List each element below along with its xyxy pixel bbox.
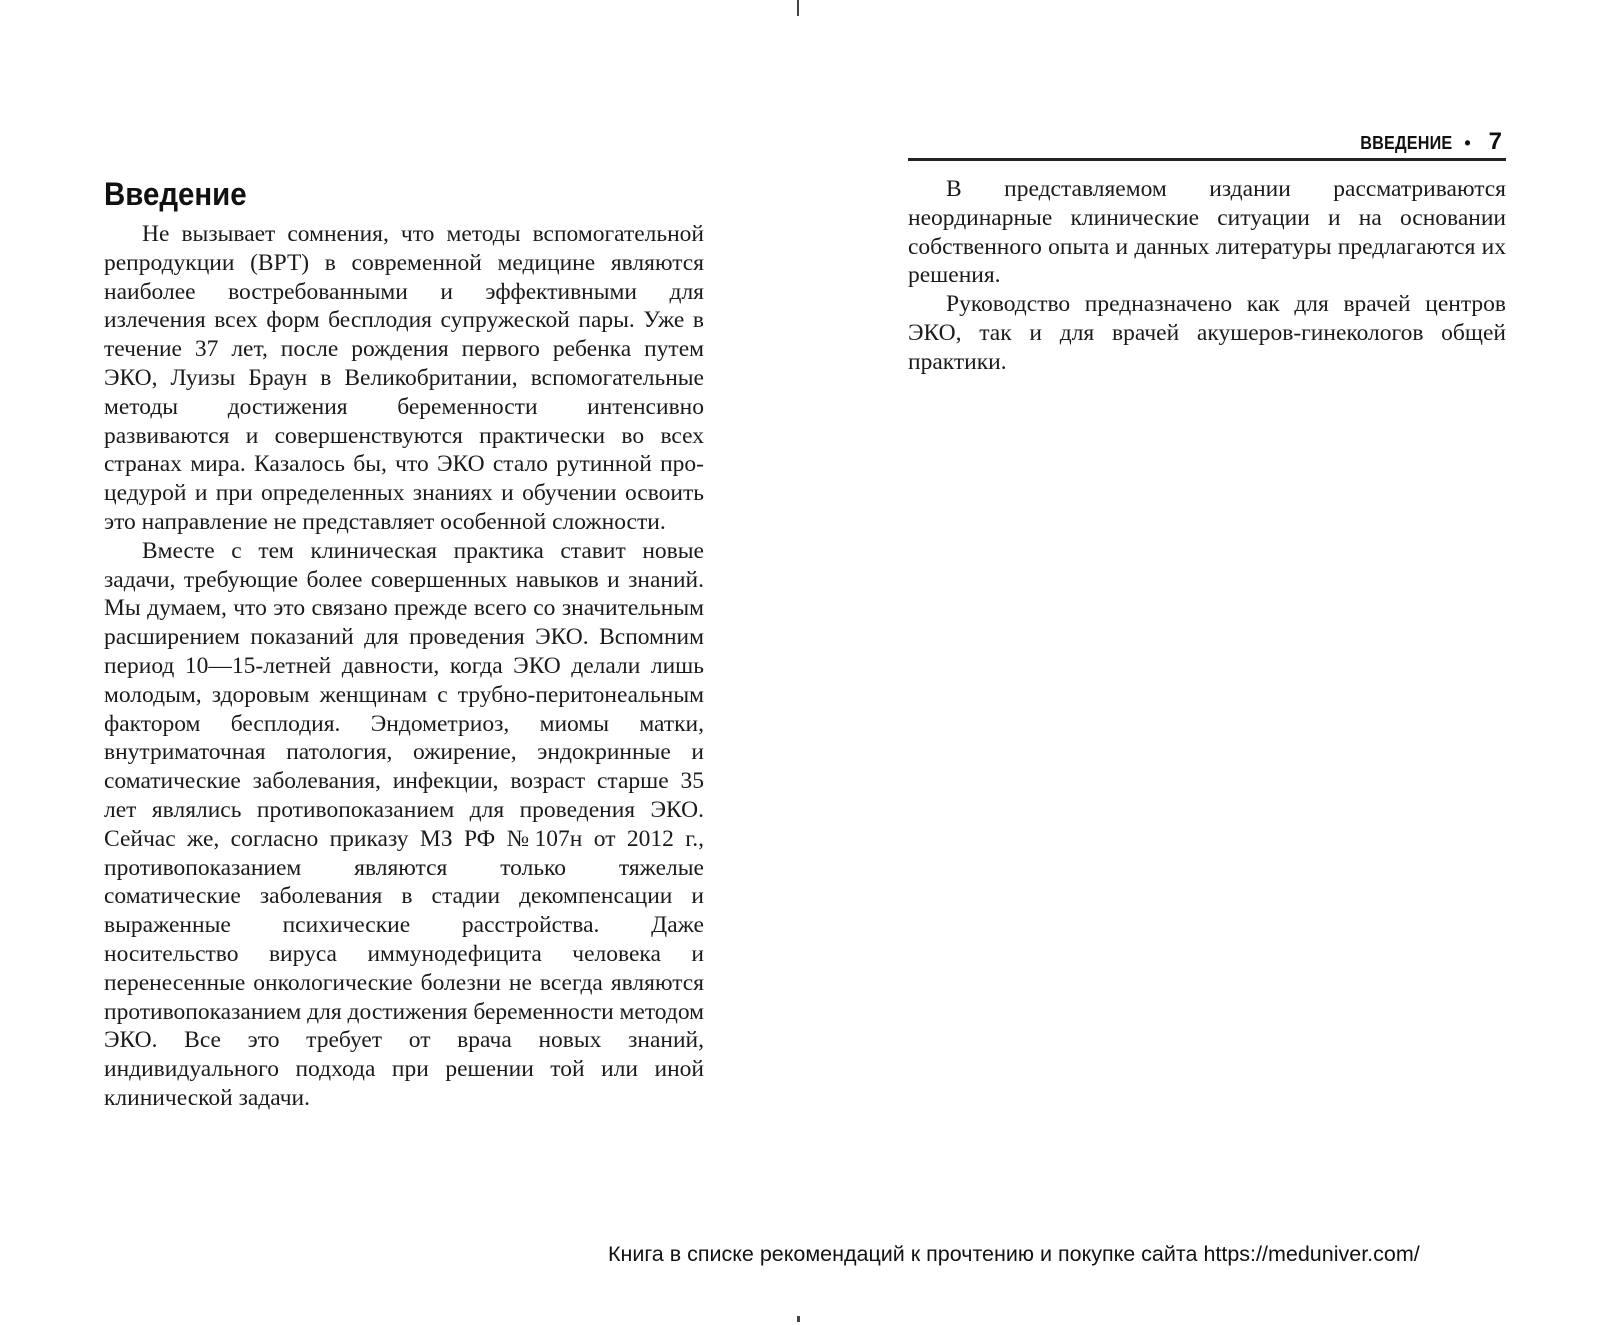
header-rule <box>908 158 1506 161</box>
running-head-section: ВВЕДЕНИЕ <box>1360 133 1453 153</box>
paragraph: Не вызывает сомнения, что методы вспомогательной репродукции (ВРТ) в современной медицине являются наиболее востребованными и эффективными для излечения всех форм бесплодия супружеской пары. Уже в течение 37 лет, после рождения первого ребенка путем ЭКО, Луизы Браун в Великобритании, вспомогательные методы достижения беременности интенсивно развиваются и совершенствуются практически во всех странах мира. Казалось бы, что ЭКО стало рутинной процедурой и при определенных знаниях и обучении освоить это направление не представляет особенной сложности. <box>104 221 704 535</box>
watermark-text: Книга в списке рекомендаций к прочтению и покупке сайта https://meduniver.com/ <box>608 1242 1420 1266</box>
paragraph: Вместе с тем клиническая практика ставит новые задачи, требующие более совершенных навыков и знаний. Мы думаем, что это связано прежде всего со значительным расширением показаний для проведения ЭКО. Вспомним период 10—15-летней давности, когда ЭКО делали лишь молодым, здоровым женщинам с трубно-перитонеальным фактором бесплодия. Эндометриоз, миомы матки, внутриматочная патология, ожирение, эндокринные и соматические заболевания, инфекции, возраст старше 35 лет являлись противопоказанием для проведения ЭКО. Сейчас же, согласно приказу МЗ РФ №107н от 2012 г., противопоказанием являются только тяжелые соматические заболевания в стадии декомпенсации и выраженные психические расстройства. Даже носительство вируса иммунодефицита человека и перенесенные онкологические болезни не всегда являются противопоказанием для достижения беременности методом ЭКО. Все это требует от врача новых знаний, индивидуального подхода при решении той или иной клинической задачи. <box>104 537 704 1111</box>
right-page <box>908 128 1506 377</box>
paragraph: Руководство предназначено как для врачей центров ЭКО, так и для врачей акушеров-гинекологов общей практики. <box>908 291 1506 375</box>
chapter-title: Введение <box>104 176 247 212</box>
bullet-icon: • <box>1464 133 1471 153</box>
gutter-mark-top <box>797 0 799 16</box>
left-page <box>104 172 704 1113</box>
paragraph: В представляемом издании рассматриваются неординарные клинические ситуации и на основании собственного опыта и данных литературы предлагаются их решения. <box>908 176 1506 289</box>
gutter-mark-bottom <box>797 1316 800 1322</box>
running-head <box>908 128 1506 156</box>
page-number: 7 <box>1488 128 1502 155</box>
